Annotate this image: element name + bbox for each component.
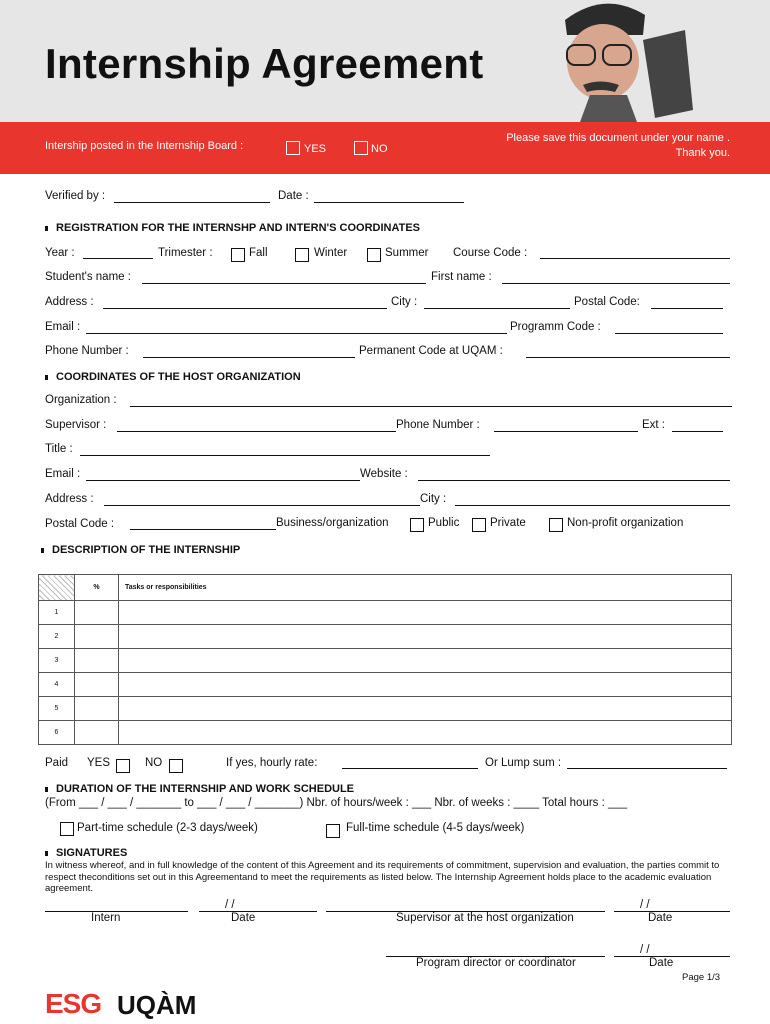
host-email-field[interactable] [86,480,360,481]
description-heading: DESCRIPTION OF THE INTERNSHIP [41,544,240,556]
registration-heading: REGISTRATION FOR THE INTERNSHP AND INTERN'S COORDINATES [45,222,420,234]
task-cell[interactable] [119,697,732,721]
percent-cell[interactable] [75,649,119,673]
part-time-checkbox[interactable] [60,822,74,836]
supervisor-label: Supervisor : [45,419,107,431]
row-number: 2 [39,625,75,649]
tasks-table [38,574,732,745]
verified-by-label: Verified by : [45,190,106,202]
host-phone-label: Phone Number : [396,419,480,431]
student-name-field[interactable] [142,283,426,284]
business-label: Business/organization [276,517,389,529]
signatures-heading: SIGNATURES [45,847,127,859]
row-number: 5 [39,697,75,721]
posted-label: Intership posted in the Internship Board : [45,140,244,152]
uqam-logo: UQÀM [117,990,197,1020]
percent-cell[interactable] [75,721,119,745]
table-corner [39,575,75,601]
signatures-text: In witness whereof, and in full knowledge of the content of this Agreement and its requirements of commitment, supervision and evaluation, the parties commit to respect theconditions set out in this Agreementand to meet the requirements as listed below. The Internship Agreement holds place to the academic evaluation agreement. [45,860,720,894]
page-title: Internship Agreement [45,40,484,87]
percent-cell[interactable] [75,673,119,697]
intern-label: Intern [91,912,121,924]
table-row [39,673,732,697]
address-field[interactable] [103,308,387,309]
table-row [39,649,732,673]
task-cell[interactable] [119,625,732,649]
year-label: Year : [45,247,75,259]
intern-date-field[interactable] [199,911,317,912]
host-heading: COORDINATES OF THE HOST ORGANIZATION [45,371,301,383]
row-number: 1 [39,601,75,625]
percent-cell[interactable] [75,625,119,649]
table-row [39,601,732,625]
row-number: 6 [39,721,75,745]
summer-label: Summer [385,247,429,259]
phone-field[interactable] [143,357,355,358]
hourly-label: If yes, hourly rate: [226,757,318,769]
host-email-label: Email : [45,468,81,480]
director-label: Program director or coordinator [416,957,576,969]
ext-field[interactable] [672,431,723,432]
director-date-label: Date [649,957,674,969]
paid-no-checkbox[interactable] [169,759,183,773]
posted-no-checkbox[interactable] [354,141,368,155]
paid-no-label: NO [145,757,163,769]
hourly-field[interactable] [342,768,478,769]
part-time-label: Part-time schedule (2-3 days/week) [77,822,258,834]
fall-label: Fall [249,247,268,259]
supervisor-date-label: Date [648,912,673,924]
page-number: Page 1/3 [682,972,721,983]
first-name-label: First name : [431,271,492,283]
full-time-checkbox[interactable] [326,824,340,838]
student-photo [545,0,695,122]
paid-label: Paid [45,757,69,769]
save-note-1: Please save this document under your name . [506,132,730,144]
course-code-label: Course Code : [453,247,528,259]
title-label: Title : [45,443,73,455]
tasks-header-row [39,575,732,601]
winter-checkbox[interactable] [295,248,309,262]
title-field[interactable] [80,455,490,456]
course-code-field[interactable] [540,258,730,259]
trimester-label: Trimester : [158,247,213,259]
director-date-slashes: / / [640,944,650,956]
table-row [39,697,732,721]
posting-band [0,122,770,174]
full-time-label: Full-time schedule (4-5 days/week) [346,822,525,834]
percent-cell[interactable] [75,697,119,721]
nonprofit-label: Non-profit organization [567,517,684,529]
task-cell[interactable] [119,649,732,673]
paid-yes-label: YES [87,757,111,769]
intern-date-label: Date [231,912,256,924]
posted-yes-label: YES [304,143,327,155]
first-name-field[interactable] [502,283,730,284]
tasks-header: Tasks or responsibilities [119,575,732,601]
task-cell[interactable] [119,673,732,697]
email-label: Email : [45,321,81,333]
year-field[interactable] [83,258,153,259]
esg-logo: ESG [45,988,102,1019]
lump-label: Or Lump sum : [485,757,562,769]
percent-header: % [75,575,119,601]
table-row [39,625,732,649]
duration-line[interactable]: (From ___ / ___ / _______ to ___ / ___ / _______) Nbr. of hours/week : ___ Nbr. of weeks : ____ Total hours : ___ [45,797,628,809]
supervisor-sign-label: Supervisor at the host organization [396,912,574,924]
private-checkbox[interactable] [472,518,486,532]
postal-code-label: Postal Code: [574,296,640,308]
program-code-label: Programm Code : [510,321,601,333]
verify-date-field[interactable] [314,202,464,203]
website-field[interactable] [418,480,730,481]
task-cell[interactable] [119,721,732,745]
save-note-2: Thank you. [675,147,730,159]
private-label: Private [490,517,526,529]
task-cell[interactable] [119,601,732,625]
posted-no-label: NO [371,143,388,155]
city-field[interactable] [424,308,570,309]
host-city-label: City : [420,493,447,505]
fall-checkbox[interactable] [231,248,245,262]
phone-label: Phone Number : [45,345,129,357]
paid-yes-checkbox[interactable] [116,759,130,773]
permanent-code-field[interactable] [526,357,730,358]
organization-label: Organization : [45,394,117,406]
permanent-code-label: Permanent Code at UQAM : [359,345,503,357]
host-phone-field[interactable] [494,431,638,432]
row-number: 3 [39,649,75,673]
intern-date-slashes: / / [225,899,235,911]
nonprofit-checkbox[interactable] [549,518,563,532]
organization-field[interactable] [130,406,732,407]
summer-checkbox[interactable] [367,248,381,262]
winter-label: Winter [314,247,348,259]
supervisor-field[interactable] [117,431,396,432]
host-postal-field[interactable] [130,529,276,530]
public-checkbox[interactable] [410,518,424,532]
host-postal-label: Postal Code : [45,518,115,530]
city-label: City : [391,296,418,308]
email-field[interactable] [86,333,507,334]
host-address-label: Address : [45,493,94,505]
host-city-field[interactable] [455,505,730,506]
lump-field[interactable] [567,768,727,769]
verified-by-field[interactable] [114,202,270,203]
program-code-field[interactable] [615,333,723,334]
posted-yes-checkbox[interactable] [286,141,300,155]
ext-label: Ext : [642,419,666,431]
postal-code-field[interactable] [651,308,723,309]
supervisor-date-slashes: / / [640,899,650,911]
duration-heading: DURATION OF THE INTERNSHIP AND WORK SCHEDULE [45,783,354,795]
host-address-field[interactable] [104,505,420,506]
row-number: 4 [39,673,75,697]
address-label: Address : [45,296,94,308]
student-name-label: Student's name : [45,271,131,283]
website-label: Website : [360,468,408,480]
table-row [39,721,732,745]
percent-cell[interactable] [75,601,119,625]
public-label: Public [428,517,460,529]
verify-date-label: Date : [278,190,309,202]
